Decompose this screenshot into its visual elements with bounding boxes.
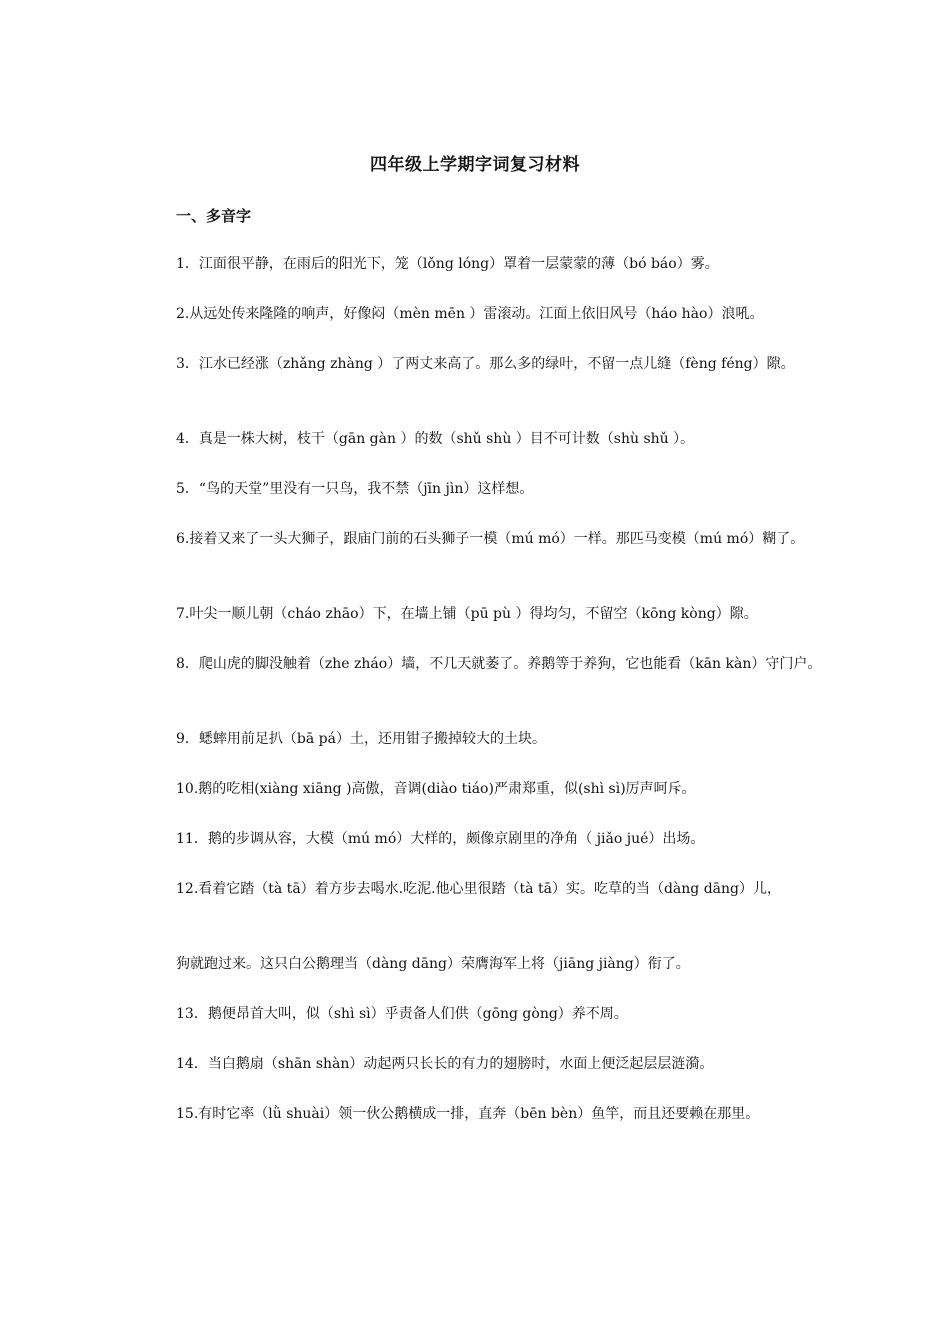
list-item: 2.从远处传来隆隆的响声，好像闷（mèn mēn ）雷滚动。江面上依旧风号（háo hào）浪吼。 bbox=[176, 306, 764, 322]
section-heading: 一、多音字 bbox=[176, 207, 252, 225]
list-item: 1．江面很平静，在雨后的阳光下，笼（lǒng lóng）罩着一层蒙蒙的薄（bó báo）雾。 bbox=[176, 256, 719, 272]
list-item: 5．“鸟的天堂”里没有一只鸟，我不禁（jīn jìn）这样想。 bbox=[176, 481, 534, 497]
list-item: 15.有时它率（lǜ shuài）领一伙公鹅横成一排，直奔（bēn bèn）鱼竿，而且还要赖在那里。 bbox=[176, 1106, 760, 1122]
list-item: 3．江水已经涨（zhǎng zhàng ）了两丈来高了。那么多的绿叶，不留一点儿缝（fèng féng）隙。 bbox=[176, 356, 795, 372]
list-item-continuation: 狗就跑过来。这只白公鹅理当（dàng dāng）荣膺海军上将（jiāng jiàng）衔了。 bbox=[176, 956, 690, 972]
list-item: 13．鹅便昂首大叫，似（shì sì）乎责备人们供（gōng gòng）养不周。 bbox=[176, 1006, 628, 1022]
list-item: 10.鹅的吃相(xiàng xiāng )高傲，音调(diào tiáo)严肃郑重，似(shì sì)厉声呵斥。 bbox=[176, 781, 696, 797]
list-item: 8．爬山虎的脚没触着（zhe zháo）墙，不几天就萎了。养鹅等于养狗，它也能看（kān kàn）守门户。 bbox=[176, 656, 822, 672]
list-item: 12.看着它踏（tà tā）着方步去喝水.吃泥.他心里很踏（tà tā）实。吃草的当（dàng dāng）儿， bbox=[176, 881, 781, 897]
list-item: 14．当白鹅扇（shān shàn）动起两只长长的有力的翅膀时，水面上便泛起层层涟漪。 bbox=[176, 1056, 714, 1072]
list-item: 4．真是一株大树，枝干（gān gàn ）的数（shǔ shù ）目不可计数（shù shǔ ）。 bbox=[176, 431, 695, 447]
list-item: 7.叶尖一顺儿朝（cháo zhāo）下，在墙上铺（pū pù ）得均匀，不留空（kōng kòng）隙。 bbox=[176, 606, 758, 622]
list-item: 9．蟋蟀用前足扒（bā pá）土，还用钳子搬掉较大的土块。 bbox=[176, 731, 546, 747]
document-title: 四年级上学期字词复习材料 bbox=[370, 155, 580, 175]
list-item: 11．鹅的步调从容，大模（mú mó）大样的，颇像京剧里的净角（ jiǎo jué）出场。 bbox=[176, 831, 705, 847]
list-item: 6.接着又来了一头大狮子，跟庙门前的石头狮子一模（mú mó）一样。那匹马变模（mú mó）糊了。 bbox=[176, 531, 805, 547]
